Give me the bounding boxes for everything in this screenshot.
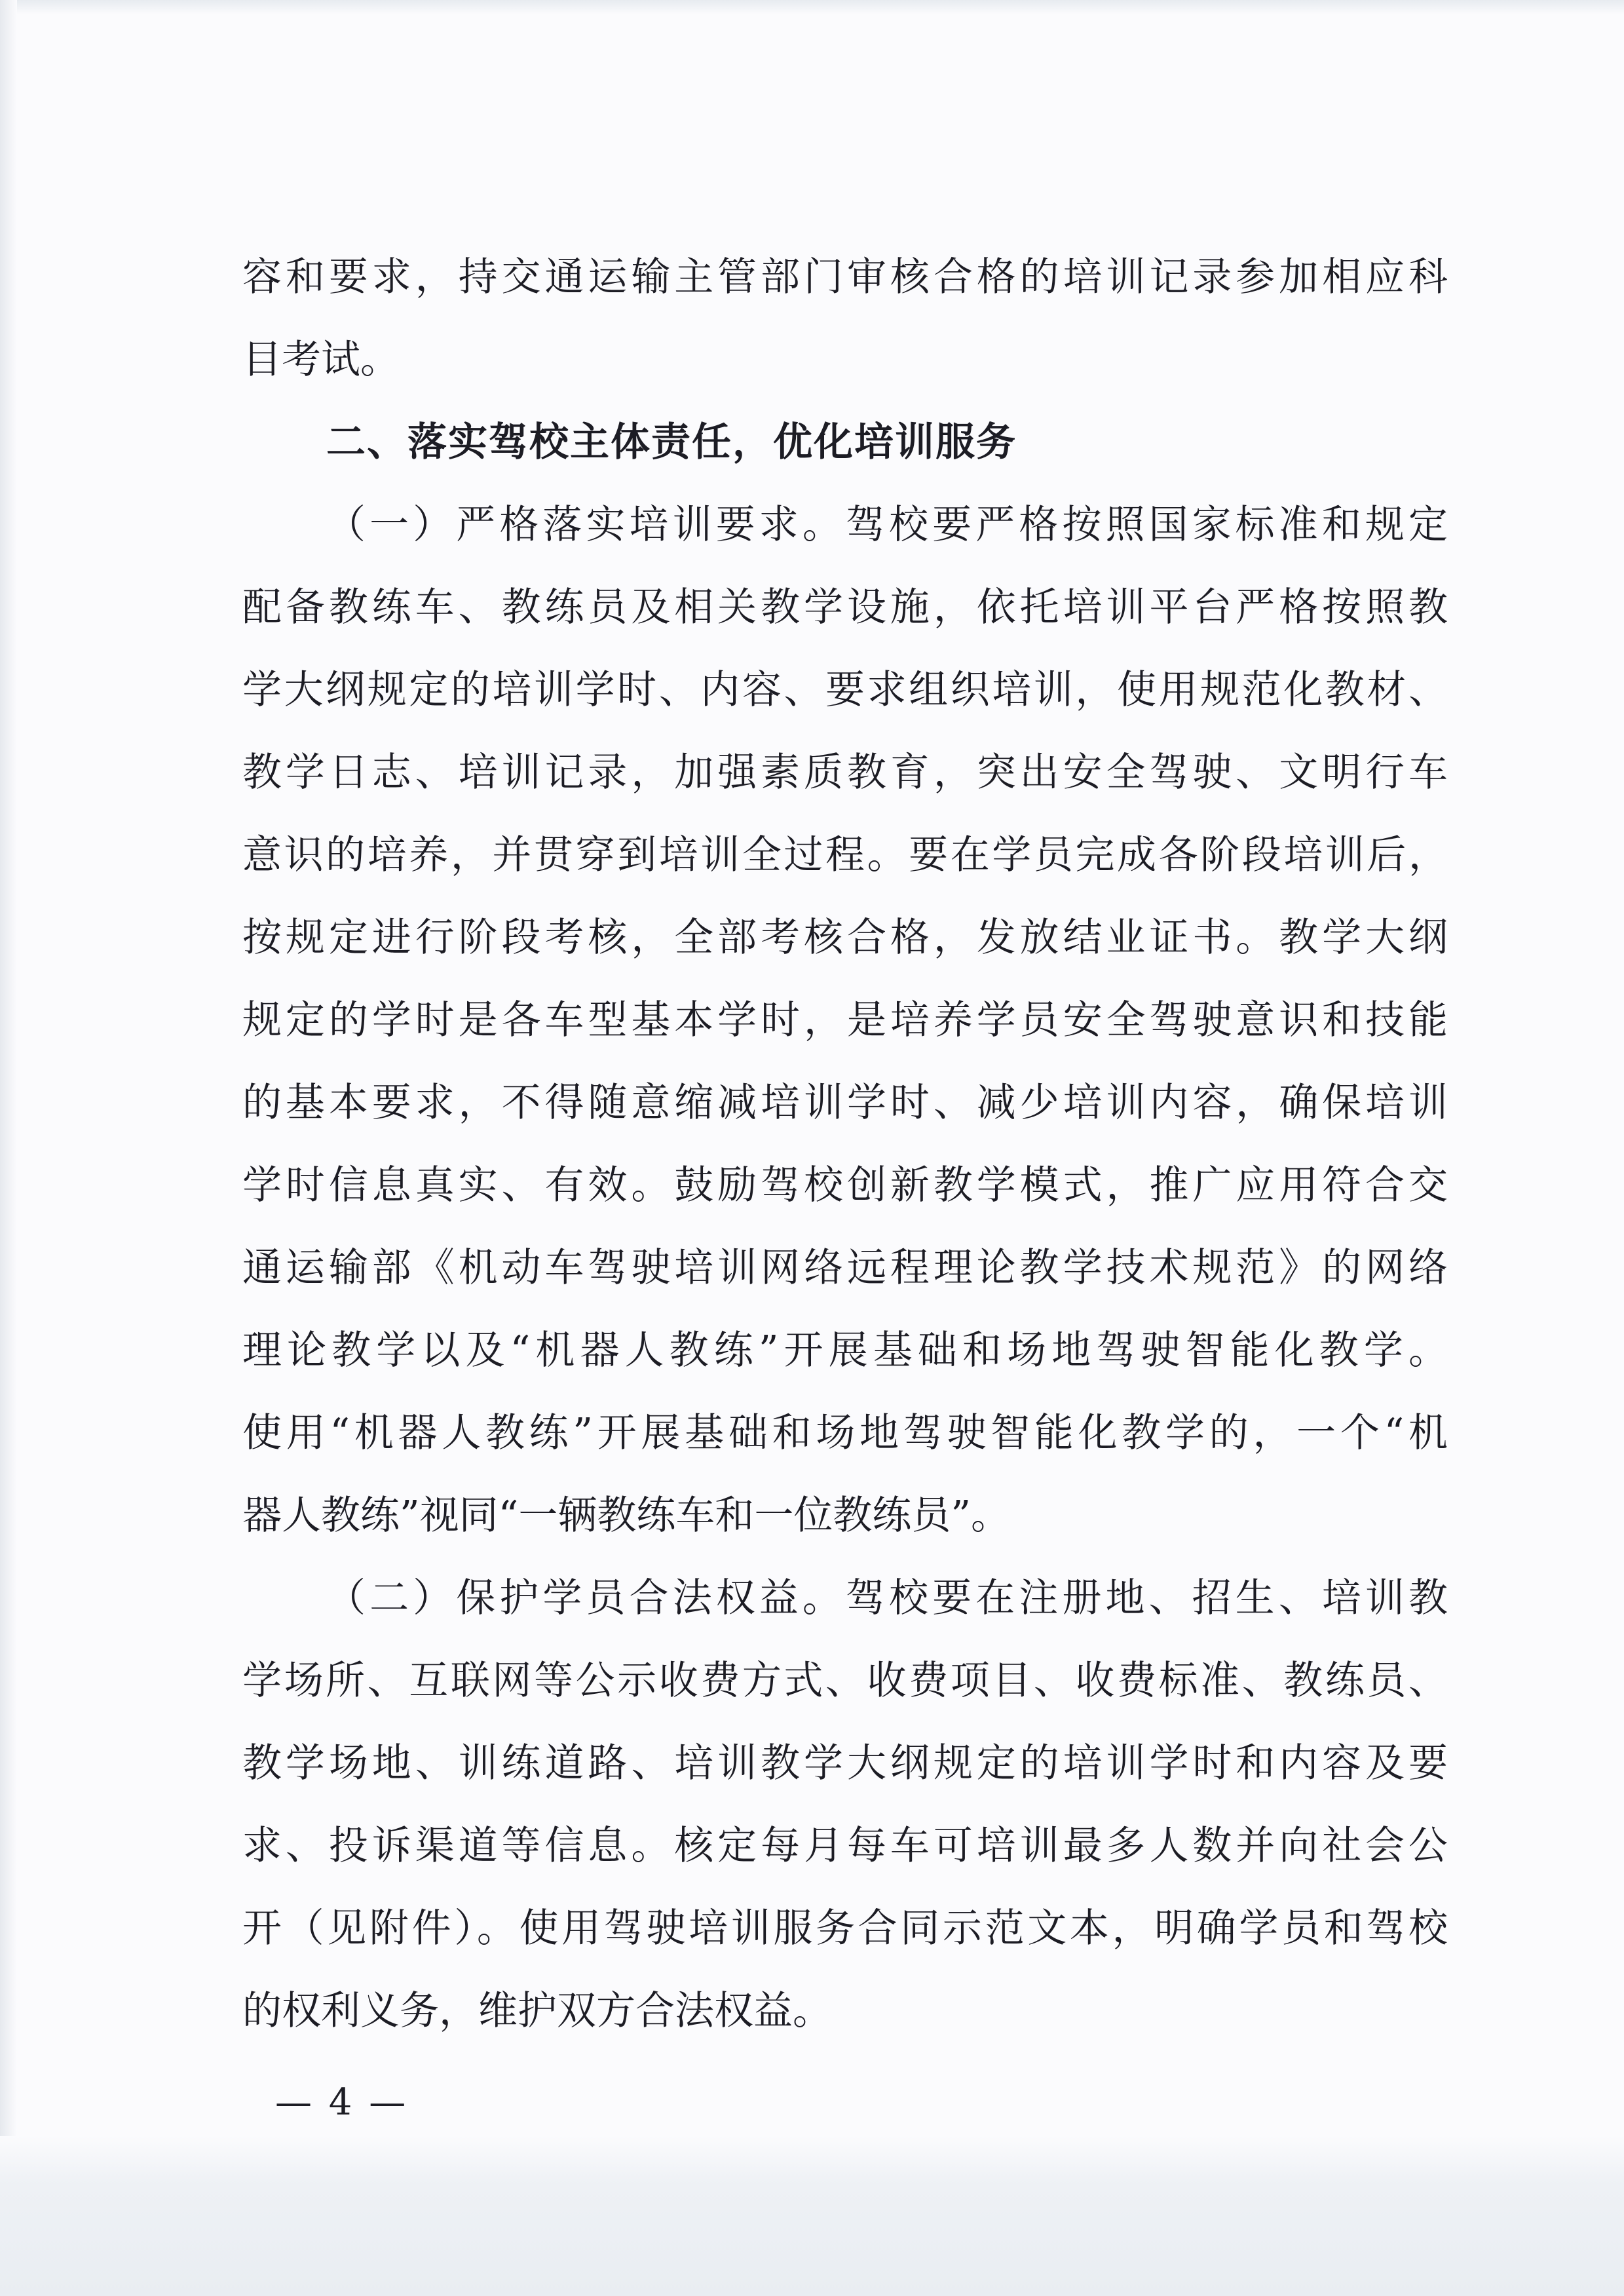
subsection-heading-line: （二）保护学员合法权益。驾校要在注册地、招生、培训教 [326, 1575, 1448, 1621]
body-text [242, 236, 1448, 2052]
text-line: 开（见附件）。使用驾驶培训服务合同示范文本，明确学员和驾校 [242, 1905, 1448, 1951]
text-line: 规定的学时是各车型基本学时，是培养学员安全驾驶意识和技能 [242, 997, 1448, 1043]
text-line: 理论教学以及“机器人教练”开展基础和场地驾驶智能化教学。 [242, 1328, 1448, 1373]
section-heading: 二、落实驾校主体责任，优化培训服务 [326, 419, 1017, 465]
text-line: 的基本要求，不得随意缩减培训学时、减少培训内容，确保培训 [242, 1080, 1448, 1126]
text-line: 学大纲规定的培训学时、内容、要求组织培训，使用规范化教材、 [242, 667, 1448, 713]
scan-edge-top [0, 0, 1624, 14]
text-line: 教学场地、训练道路、培训教学大纲规定的培训学时和内容及要 [242, 1740, 1448, 1786]
text-line: 器人教练”视同“一辆教练车和一位教练员”。 [242, 1493, 1011, 1539]
text-line: 的权利义务，维护双方合法权益。 [242, 1988, 832, 2034]
text-line: 目考试。 [242, 337, 400, 383]
text-line: 使用“机器人教练”开展基础和场地驾驶智能化教学的，一个“机 [242, 1410, 1448, 1456]
scan-edge-left [0, 0, 17, 2296]
text-line: 按规定进行阶段考核，全部考核合格，发放结业证书。教学大纲 [242, 915, 1448, 961]
text-line: 配备教练车、教练员及相关教学设施，依托培训平台严格按照教 [242, 584, 1448, 630]
text-line: 容和要求，持交通运输主管部门审核合格的培训记录参加相应科 [242, 254, 1448, 300]
page-number: — 4 — [275, 2081, 409, 2124]
text-line: 教学日志、培训记录，加强素质教育，突出安全驾驶、文明行车 [242, 750, 1448, 795]
text-line: 通运输部《机动车驾驶培训网络远程理论教学技术规范》的网络 [242, 1245, 1448, 1291]
text-line: 学场所、互联网等公示收费方式、收费项目、收费标准、教练员、 [242, 1658, 1448, 1704]
text-line: 学时信息真实、有效。鼓励驾校创新教学模式，推广应用符合交 [242, 1162, 1448, 1208]
text-line: 意识的培养，并贯穿到培训全过程。要在学员完成各阶段培训后， [242, 832, 1448, 878]
subsection-heading-line: （一）严格落实培训要求。驾校要严格按照国家标准和规定 [326, 502, 1448, 548]
scan-edge-bottom [0, 2136, 1624, 2296]
text-line: 求、投诉渠道等信息。核定每月每车可培训最多人数并向社会公 [242, 1823, 1448, 1869]
